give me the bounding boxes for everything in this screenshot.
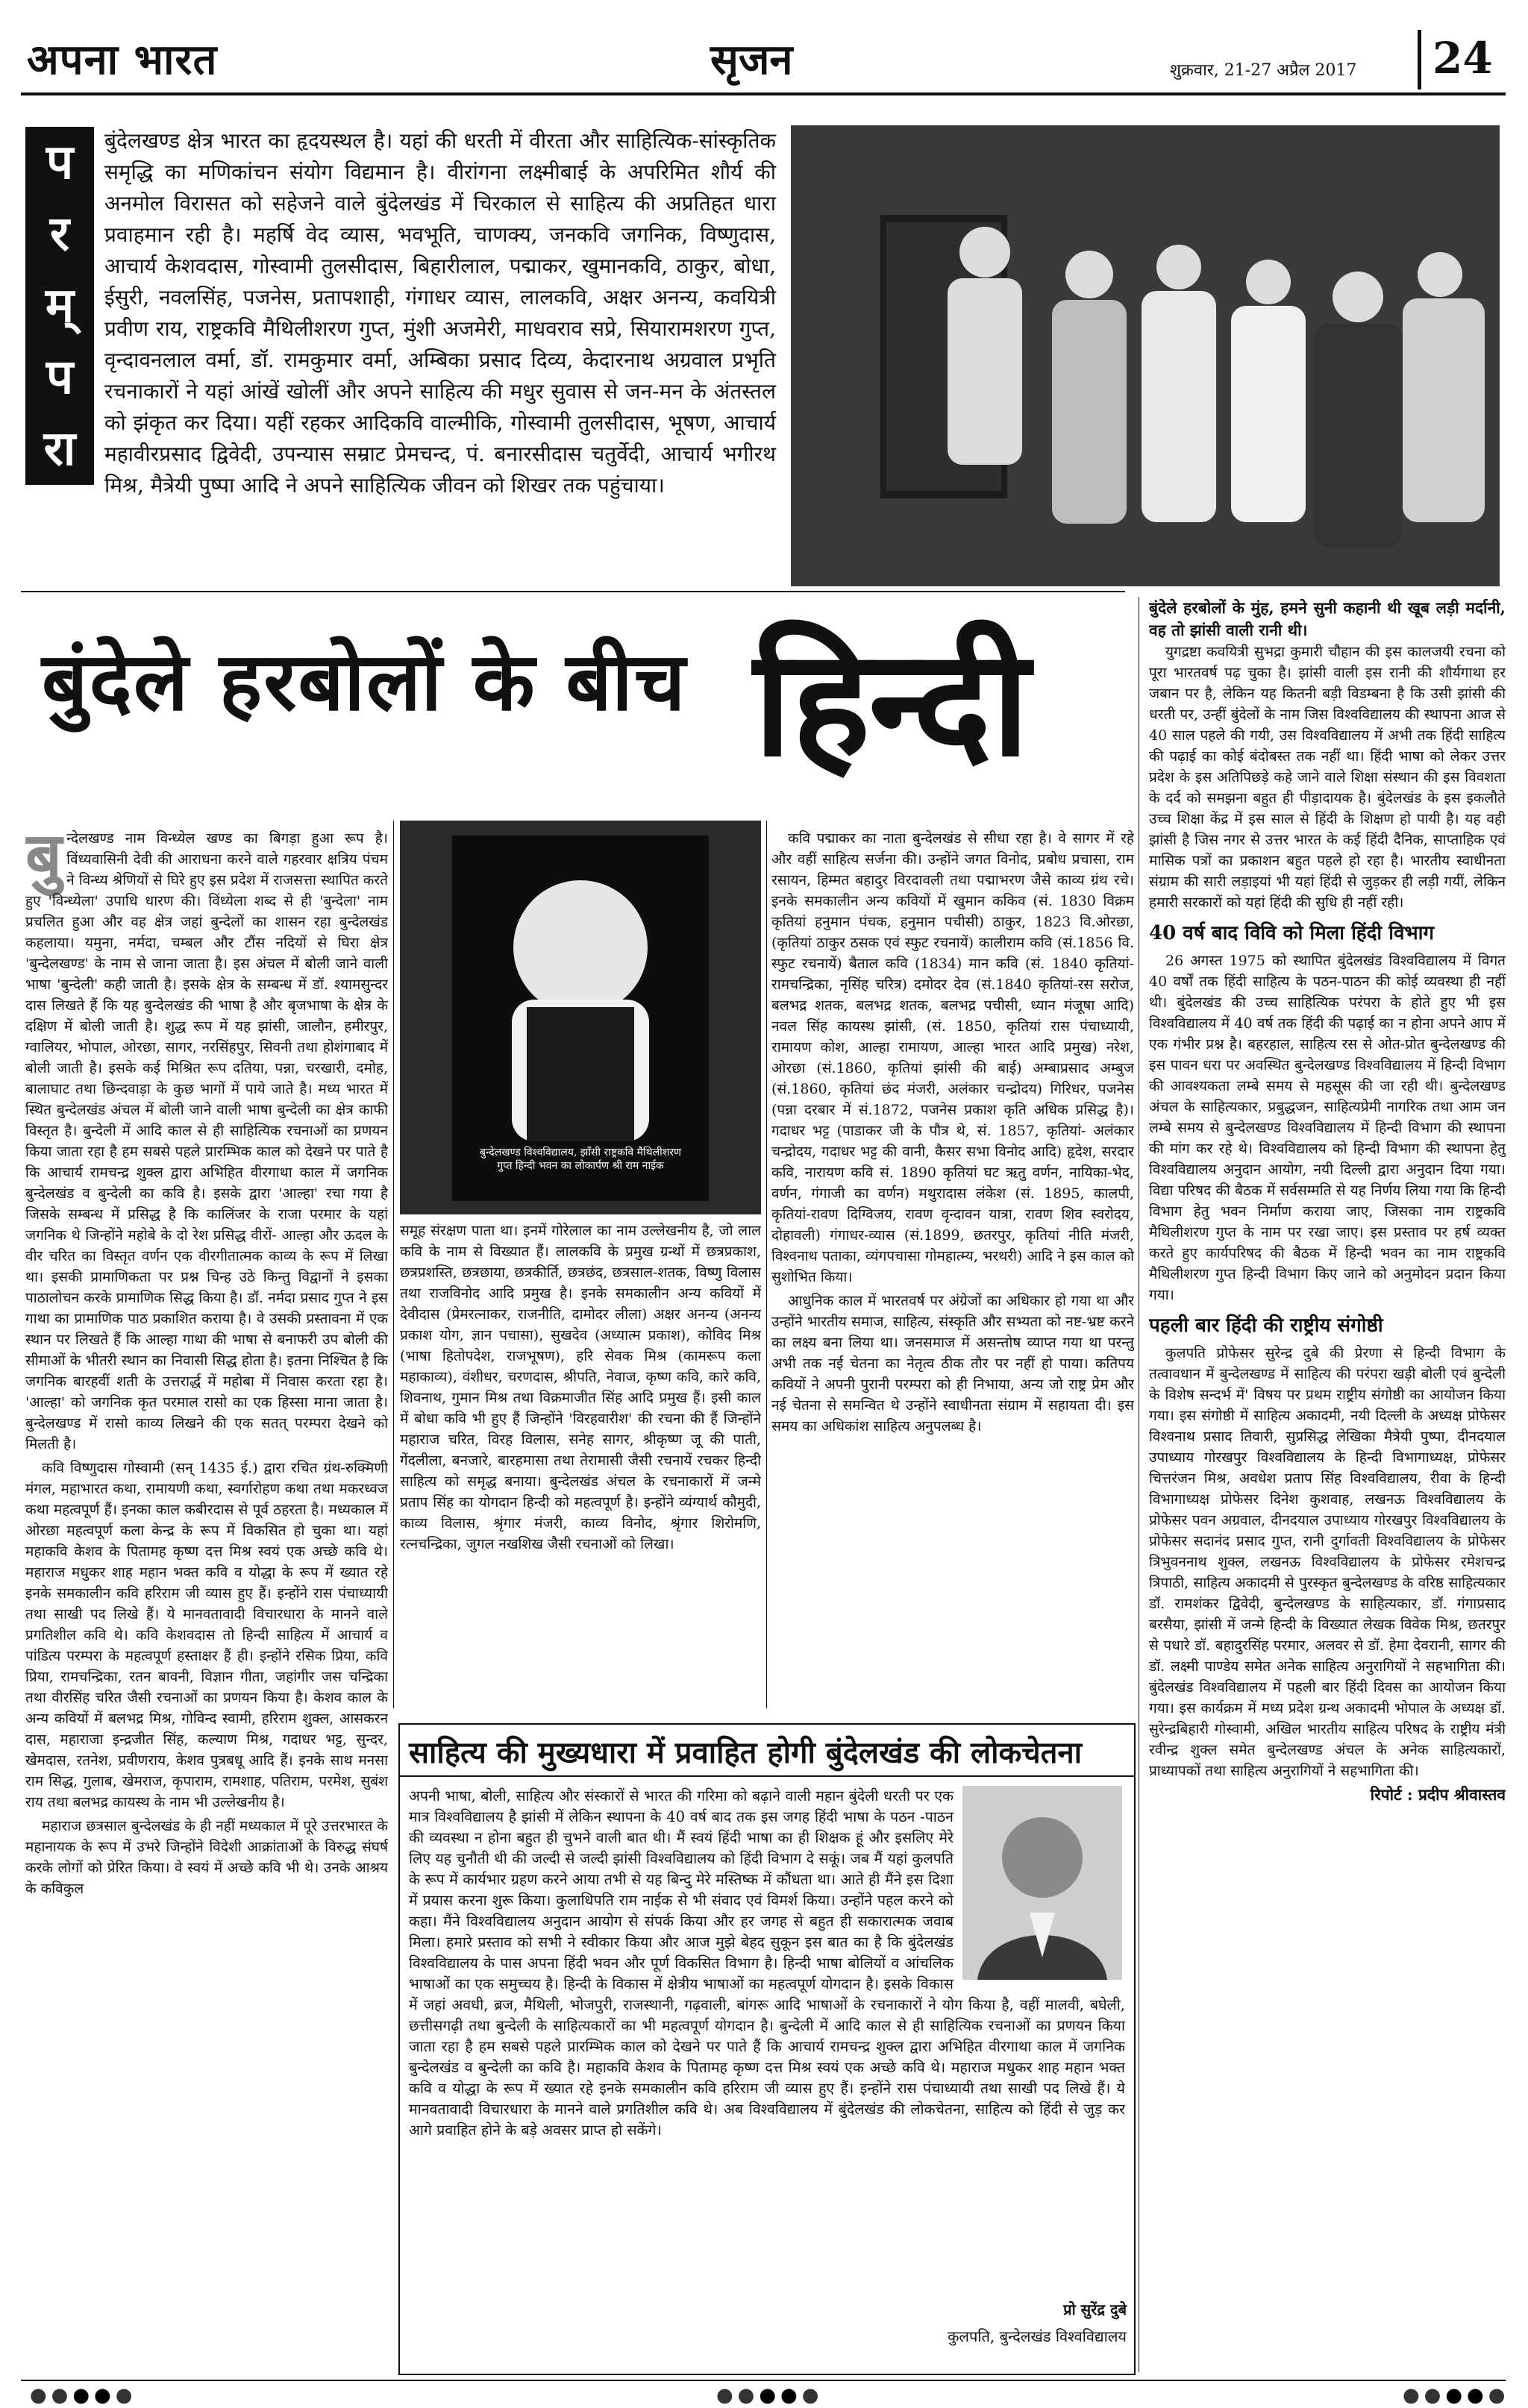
box-author-designation: कुलपति, बुन्देलखंड विश्वविद्यालय [948,2327,1127,2345]
headline-part1: बुंदेले हरबोलों के बीच [42,635,687,729]
parampara-letter: रा [43,421,76,477]
plaque-photo [400,821,761,1214]
section-title: सृजन [710,35,793,84]
box-title-rule [398,1775,1134,1777]
report-credit: रिपोर्ट : प्रदीप श्रीवास्तव [1370,1785,1506,1804]
pull-quote: बुंदेले हरबोलों के मुंह, हमने सुनी कहानी थी खूब लड़ी मर्दानी, वह तो झांसी वाली रानी थी। [1149,598,1506,639]
page-number-divider [1418,30,1421,90]
box-author: प्रो सुरेंद्र दुबे [1063,2301,1127,2318]
column-divider [766,821,767,1708]
paragraph: महाराज छत्रसाल बुन्देलखंड के ही नहीं मध्यकाल में पूरे उत्तरभारत के महानायक के रूप में उभरे जिन्होंने विदेशी आक्रांताओं के विरुद्ध संघर्ष करके लोगों को प्रेरित किया। वे स्वयं में अच्छे कवि भी थे। उनके आश्रय के कविकुल [25,1818,388,1897]
column-divider [393,821,394,1708]
box-body [409,1786,1125,2293]
footer-rule [21,2380,1506,2381]
subheading: 40 वर्ष बाद विवि को मिला हिंदी विभाग [1149,922,1435,944]
footer-dots-right: ●●●●● [1403,2384,1510,2407]
parampara-letter: र [49,206,70,262]
masthead-rule [21,93,1506,95]
parampara-letter: प [46,134,74,190]
box-text: अपनी भाषा, बोली, साहित्य और संस्कारों से भारत की गरिमा को बढ़ाने वाली महान बुंदेली धरती पर एक मात्र विश्वविद्यालय है झांसी में लेकिन स्थापना के 40 वर्ष बाद तक इस जगह हिंदी भाषा के पठन -पाठन की व्यवस्था न होना बहुत ही चुभने वाली बात थी। मैं स्वयं हिंदी भाषा का ही शिक्षक हूं और इसलिए मेरे लिए यह चुनौती थी की जल्दी से जल्दी झांसी विश्वविद्यालय को हिंदी विभाग दे सकूं। जब मैं यहां कुलपति के रूप में कार्यभार ग्रहण करने आया तभी से यह बिन्दु मेरे मस्तिष्क में कौंधता था। आते ही मैंने इस दिशा में प्रयास करना शुरू किया। कुलाधिपति राम नाईक से भी संवाद एवं विमर्श किया। उन्होंने पहल करने को कहा। मैंने विश्वविद्यालय अनुदान आयोग से संपर्क किया और हर जगह से बहुत ही सकारात्मक जवाब मिला। हमारे प्रस्ताव को सभी ने स्वीकार किया और आज मुझे बेहद सुकून इस बात का है कि बुंदेलखंड विश्वविद्यालय के पास अपना हिंदी भवन और पूर्ण विकसित विभाग है। हिन्दी भाषा बोलियों व आंचलिक भाषाओं का एक समुच्चय है। हिन्दी के विकास में क्षेत्रीय भाषाओं का महत्वपूर्ण योगदान है। इसके विकास में जहां अवधी, ब्रज, मैथिली, भोजपुरी, राजस्थानी, गढ़वाली, बांगरू आदि भाषाओं के रचनाकारों ने योग किया है, वहीं मालवी, बघेली, छत्तीसगढ़ी तथा बुन्देली के साहित्यकारों का भी महत्वपूर्ण योगदान है। बुन्देली में आदि काल से ही साहित्यिक रचनाओं का प्रणयन किया जाता रहा है हम सबसे पहले प्रारम्भिक काल को देखने पर पाते हैं कि आचार्य रामचन्द्र शुक्ल द्वारा अभिहित वीरगाथा काल में जगनिक बुन्देलखंड व बुन्देली का कवि है। महाकवि केशव के पितामह कृष्ण दत्त मिश्र स्वयं एक अच्छे कवि थे। महाराज मधुकर शाह महान भक्त कवि व योद्धा के रूप में ख्यात रहे इनके समकालीन कवि हरिराम जी व्यास हुए हैं। इन्होंने रास पंचाध्यायी तथा साखी पद लिखे हैं। ये मानवतावादी विचारधारा के मानने वाले प्रगतिशील कवि थे। अब विश्वविद्यालय में बुंदेलखंड की लोकचेतना, साहित्य को हिंदी से जुड़ कर आगे प्रवाहित होने के बड़े अवसर प्राप्त हो सकेंगे। [409,1787,1125,2139]
box-title: साहित्य की मुख्यधारा में प्रवाहित होगी बुंदेलखंड की लोकचेतना [409,1735,1083,1770]
event-photo [791,125,1500,586]
masthead-logo: अपना भारत [27,35,218,84]
article-column-4 [1149,597,1506,2380]
paragraph: 26 अगस्त 1975 को स्थापित बुंदेलखंड विश्वविद्यालय में विगत 40 वर्षों तक हिंदी साहित्य के पठन-पाठन की कोई व्यवस्था ही नहीं थी। बुंदेलखंड की उच्च साहित्यिक परंपरा के होते हुए भी इस विश्वविद्यालय में 40 वर्ष तक हिंदी की पढ़ाई का न होना अपने आप में एक गंभीर प्रश्न है। बहरहाल, साहित्य रस से ओत-प्रोत बुन्देलखण्ड की इस पावन धरा पर अवस्थित बुन्देलखण्ड विश्वविद्यालय में हिन्दी विभाग की आवश्यकता लम्बे समय से महसूस की जा रही थी। बुन्देलखण्ड अंचल के साहित्यकार, प्रबुद्धजन, साहित्यप्रेमी नागरिक तथा आम जन लम्बे समय से बुन्देलखण्ड विश्वविद्यालय में हिन्दी विभाग की स्थापना की मांग कर रहे थे। विश्वविद्यालय को हिन्दी विभाग की स्थापना हेतु विश्वविद्यालय अनुदान आयोग, नयी दिल्ली द्वारा अनुदान दिया गया। विद्या परिषद की बैठक में सर्वसम्मति से यह निर्णय लिया गया कि हिन्दी विभाग हेतु भवन निर्माण कराया जाए, जिसका नाम राष्ट्रकवि मैथिलीशरण गुप्त के नाम पर रखा जाए। इस प्रस्ताव पर हर्ष व्यक्त करते हुए कार्यपरिषद की बैठक में हिन्दी भवन का नाम राष्ट्रकवि मैथिलीशरण गुप्त हिन्दी विभाग किए जाने को अनुमोदन प्रदान किया गया। [1149,953,1506,1303]
plaque-inscription: बुन्देलखण्ड विश्वविद्यालय, झाँसी राष्ट्रकवि मैथिलीशरण गुप्त हिन्दी भवन का लोकार्पण श्री राम नाईक [479,1147,682,1172]
paragraph: कवि पद्माकर का नाता बुन्देलखंड से सीधा रहा है। वे सागर में रहे और वहीं साहित्य सर्जना की। उन्होंने जगत विनोद, प्रबोध प्रचासा, राम रसायन, हिम्मत बहादुर विरदावली तथा पद्माभरण जैसे काव्य ग्रंथ रचे। इनके समकालीन अन्य कवियों में खुमान ककिव (सं. 1830 विक्रम कृतियां हनुमान पंचक, हनुमान पचीसी) ठाकुर, 1823 वि.ओरछा, (कृतियां ठाकुर ठसक एवं स्फुट रचनायें) कालीराम कवि (सं.1856 वि. स्फुट रचनायें) बैताल कवि (1834) मान कवि (सं. 1840 कृतियां-रामचन्द्रिका, नृसिंह चरित्र) दमोदर देव (सं.1840 कृतियां-रस सरोज, बलभद्र शतक, बलभद्र शतक, बलभद्र पचीसी, ध्यान मंजूषा आदि) नवल सिंह कायस्थ झांसी, (सं. 1850, कृतियां रास पंचाध्यायी, रामायण कोश, आल्हा रामायण, आल्हा भारत आदि प्रमुख) नरेश, ओरछा (सं.1860, कृतियां झांसी की बाई) अम्बाप्रसाद अम्बुज (सं.1860, कृतियां छंद मंजरी, अलंकार चन्द्रोदय) गिरिधर, पजनेस (पन्ना दरबार में सं.1872, पजनेस प्रकाश कृति अधिक प्रसिद्ध है)। गदाधर भट्ट (पाडाकर जी के पौत्र थे, सं. 1857, कृतियां- अलंकार चन्द्रोदय, गदाधर भट्ट की वानी, कैसर सभा विनोद आदि) हृदेश, सरदार कवि, नारायण कवि सं. 1890 कृतियां घट ऋतु वर्णन, नायिका-भेद, वर्णन, गंगाजी का वर्णन) मथुरादास लंकेश (सं. 1895, कालपी, कृतियां-रावण दिग्विजय, रावण वृन्दावन यात्रा, रावण शिव स्वरोदय, दोहावली) गंगाधर-व्यास (सं.1899, छतरपुर, कृतियां नीति मंजरी, विश्वनाथ पताका, व्यंगपचासा गोमहात्म्य, भरथरी) आदि ने इस काल को सुशोभित किया। [771,830,1134,1285]
paragraph: कुलपति प्रोफेसर सुरेन्द्र दुबे की प्रेरणा से हिन्दी विभाग के तत्वावधान में बुन्देलखण्ड में साहित्य की परंपरा खड़ी बोली एवं बुन्देली के विशेष सन्दर्भ में' विषय पर प्रथम राष्ट्रीय संगोष्ठी का आयोजन किया गया। इस संगोष्ठी में साहित्य अकादमी, नयी दिल्ली के अध्यक्ष प्रोफेसर विश्वनाथ प्रसाद तिवारी, सुप्रसिद्ध लेखिका मैत्रेयी पुष्पा, दीनदयाल उपाध्याय गोरखपुर विश्वविद्यालय के हिन्दी विभागाध्यक्ष, प्रोफेसर चित्तरंजन मिश्र, अवधेश प्रताप सिंह विश्वविद्यालय, रीवा के हिन्दी विभागाध्यक्ष प्रोफेसर दिनेश कुशवाह, लखनऊ विश्वविद्यालय के प्रोफेसर पवन अग्रवाल, दीनदयाल उपाध्याय गोरखपुर विश्वविद्यालय के प्रोफेसर सदानंद प्रसाद गुप्त, रानी दुर्गावती विश्वविद्यालय के प्रोफेसर त्रिभुवननाथ शुक्ल, लखनऊ विश्वविद्यालय के प्रोफेसर रमेशचन्द्र त्रिपाठी, साहित्य अकादमी से पुरस्कृत बुन्देलखण्ड के वरिष्ठ साहित्यकार डॉ. रामशंकर द्विवेदी, बुन्देलखण्ड के साहित्यकार, डॉ. गंगाप्रसाद बरसैया, झांसी में जन्मे हिन्दी के विख्यात लेखक विवेक मिश्र, छतरपुर से पधारे डॉ. बहादुरसिंह परमार, अलवर से डॉ. हेमा देवरानी, सागर की डॉ. लक्ष्मी पाण्डेय समेत अनेक साहित्य अनुरागियों ने सहभागिता की। बुंदेलखंड विश्वविद्यालय में पहली बार हिंदी दिवस का आयोजन किया गया। इस कार्यक्रम में मध्य प्रदेश ग्रन्थ अकादमी भोपाल के अध्यक्ष डॉ. सुरेन्द्रबिहारी गोस्वामी, अखिल भारतीय साहित्य परिषद के राष्ट्रीय मंत्री रवीन्द्र शुक्ल समेत बुन्देलखण्ड अंचल के अनेक साहित्यकारों, प्राध्यापकों तथा साहित्य अनुरागियों ने सहभागिता की। [1149,1345,1506,1779]
paragraph: न्देलखण्ड नाम विन्ध्येल खण्ड का बिगड़ा हुआ रूप है। विंध्यवासिनी देवी की आराधना करने वाले गहरवार क्षत्रिय पंचम ने विन्ध्य श्रेणियों से घिरे हुए इस प्रदेश में राजसत्ता स्थापित करते हुए 'विन्ध्येला' उपाधि धारण की। विंध्येला शब्द से ही 'बुन्देला' नाम प्रचलित हुआ और वह क्षेत्र जहां बुन्देलों का शासन रहा बुन्देलखंड कहलाया। यमुना, नर्मदा, चम्बल और टौंस नदियों से घिरा क्षेत्र 'बुन्देलखण्ड' के नाम से जाना जाता है। इस अंचल में बोली जाने वाली भाषा 'बुन्देली' कही जाती है। इसके क्षेत्र के सम्बन्ध में डॉ. श्यामसुन्दर दास लिखते हैं कि यह बुन्देलखंड की भाषा है और बृजभाषा के क्षेत्र के दक्षिण में बोली जाती है। शुद्ध रूप में यह झांसी, जालौन, हमीरपुर, ग्वालियर, भोपाल, ओरछा, सागर, नरसिंहपुर, सिवनी तथा होशंगाबाद में बोली जाती है। इसके कई मिश्रित रूप दतिया, पन्ना, चरखारी, दमोह, बालाघाट तथा छिन्दवाड़ा के कुछ भागों में पाये जाते है। मध्य भारत में स्थित बुन्देलखंड अंचल में बोली जाने वाली भाषा बुन्देली का क्षेत्र काफी विस्तृत है। बुन्देली में आदि काल से ही साहित्यिक रचनाओं का प्रणयन किया जाता रहा है हम सबसे पहले प्रारम्भिक काल को देखने पर पाते है कि आचार्य रामचन्द्र शुक्ल द्वारा अभिहित वीरगाथा काल में जगनिक बुन्देलखंड व बुन्देली का कवि है। इसके द्वारा 'आल्हा' रचा गया है जिसके सम्बन्ध में प्रसिद्ध है कि कालिंजर के राजा परमार के यहां जगनिक थे जिन्होंने महोबे के दो रेश प्रसिद्ध वीरों- आल्हा और ऊदल के वीर चरित का विस्तृत वर्णन एक वीरगीतात्मक काव्य के रूप में लिखा था। इसकी प्रामाणिकता पर प्रश्न चिन्ह उठे किन्तु विद्वानों ने इसका पाठालोचन करके प्रामाणिक सिद्ध किया है। डॉ. नर्मदा प्रसाद गुप्त ने इस गाथा का प्रामाणिक पाठ प्रकाशित कराया है। वे उसकी प्रस्तावना में एक स्थान पर लिखते हैं कि आल्हा गाथा की भाषा से बनाफरी उप बोली की सीमाओं के भीतरी स्थान का निवासी सिद्ध होता है। इतना निश्चित है कि जगनिक बारहवीं शती के उत्तरार्द्ध में महोबा में निवास करता रहा है। 'आल्हा' को जगनिक कृत परमाल रासो का एक हिस्सा माना जाता है। बुन्देलखण्ड में रासो काव्य लिखने की एक सतत् परम्परा देखने को मिलती है। [25,830,388,1452]
parampara-text: बुंदेलखण्ड क्षेत्र भारत का हृदयस्थल है। यहां की धरती में वीरता और साहित्यिक-सांस्कृतिक समृद्धि का मणिकांचन संयोग विद्यमान है। वीरांगना लक्ष्मीबाई के अपरिमित शौर्य की अनमोल विरासत को सहेजने वाले बुंदेलखंड में चिरकाल से साहित्य की अप्रतिहत धारा प्रवाहमान रही है। महर्षि वेद व्यास, भवभूति, चाणक्य, जनकवि जगनिक, विष्णुदास, आचार्य केशवदास, गोस्वामी तुलसीदास, बिहारीलाल, पद्माकर, खुमानकवि, ठाकुर, बोधा, ईसुरी, नवलसिंह, पजनेस, प्रतापशाही, गंगाधर व्यास, लालकवि, अक्षर अनन्य, कवयित्री प्रवीण राय, राष्ट्रकवि मैथिलीशरण गुप्त, मुंशी अजमेरी, माधवराव सप्रे, सियारामशरण गुप्त, वृन्दावनलाल वर्मा, डॉ. रामकुमार वर्मा, अम्बिका प्रसाद दिव्य, केदारनाथ अग्रवाल प्रभृति रचनाकारों ने यहां आंखें खोलीं और अपने साहित्य की मधुर सुवास से जन-मन के अंतस्तल को झंकृत कर दिया। यहीं रहकर आदिकवि वाल्मीकि, गोस्वामी तुलसीदास, भूषण, आचार्य महावीरप्रसाद द्विवेदी, उपन्यास सम्राट प्रेमचन्द, पं. बनारसीदास चतुर्वेदी, आचार्य भगीरथ मिश्र, मैत्रेयी पुष्पा आदि ने अपने साहित्यिक जीवन को शिखर तक पहुंचाया। [104,128,776,498]
headline-part2: हिन्दी [754,615,1029,789]
people-silhouette-icon [791,125,1500,586]
page-number: 24 [1432,33,1493,84]
paragraph: समूह संरक्षण पाता था। इनमें गोरेलाल का नाम उल्लेखनीय है, जो लाल कवि के नाम से विख्यात हैं। लालकवि के प्रमुख ग्रन्थों में छत्रप्रकाश, छत्रप्रशस्ति, छत्रछाया, छत्रकीर्ति, छत्रछंद, छत्रसाल-शतक, विष्णु विलास तथा राजविनोद आदि प्रमुख है। इनके समकालीन अन्य कवियों में देवीदास (प्रेमरत्नाकर, राजनीति, दामोदर लीला) अक्षर अनन्य (अनन्य प्रकाश योग, ज्ञान पचासा), सुखदेव (अध्यात्म प्रकाश), कोविद मिश्र (भाषा हितोपदेश, राजभूषण), हरि सेवक मिश्र (कामरूप कला महाकाव्य), वंशीधर, चरणदास, श्रीपति, नेवाज, कृष्ण कवि, कारे कवि, शिवनाथ, गुमान मिश्र तथा विक्रमाजीत सिंह आदि प्रमुख हैं। इसी काल में बोधा कवि भी हुए हैं जिन्होंने 'विरहवारीश' की रचना की हैं जिन्होंने महाराज चरित, विरह विलास, सनेह सागर, श्रीकृष्ण जू की पाती, गेंदलीला, बनजारे, बारहमासा तथा तेरामासी जैसी रचनायें रचकर हिन्दी साहित्य को समृद्ध बनाया। बुन्देलखंड अंचल के रचनाकारों में जन्मे प्रताप सिंह का योगदान हिन्दी को महत्वपूर्ण है। इन्होंने व्यंग्यार्थ कौमुदी, काव्य विलास, श्रृंगार मंजरी, काव्य विनोद, श्रृंगार शिरोमणि, रत्नचन्द्रिका, जुगल नखशिख जैसी रचनाओं को लिखा। [400,1223,761,1552]
paragraph: युगद्रष्टा कवयित्री सुभद्रा कुमारी चौहान की इस कालजयी रचना को पूरा भारतवर्ष पढ़ चुका है। झांसी वाली इस रानी की शौर्यगाथा हर जबान पर है, लेकिन यह कितनी बड़ी विडम्बना है कि उसी झांसी की धरती पर, उन्हीं बुंदेलों के नाम जिस विश्वविद्यालय की स्थापना आज से 40 साल पहले की गयी, उस विश्वविद्यालय में अभी तक हिंदी साहित्य की पढ़ाई का कोई बंदोबस्त तक नहीं था। हिंदी भाषा को लेकर उत्तर प्रदेश के इस अतिपिछड़े कहे जाने वाले शिक्षा संस्थान की इस विवशता के दर्द को समझना बहुत ही पीड़ादायक है। बुंदेलखंड के इस इकलौते उच्च शिक्षा केंद्र में इस साल से हिंदी के शिक्षण हो पायी है। यह वही झांसी है जिस नगर से उत्तर भारत के कई हिंदी दैनिक, साप्ताहिक एवं मासिक पत्रों का प्रकाशन बहुत पहले हो रहा है। भारतीय स्वाधीनता संग्राम की सारी लड़ाइयां भी यहां हिंदी से जुड़कर ही लड़ी गयीं, लेकिन हमारी सरकारों को यहां हिंदी की सुधि ही नहीं रही। [1149,644,1506,911]
drop-cap: बु [25,828,63,894]
issue-date: शुक्रवार, 21-27 अप्रैल 2017 [1170,61,1357,80]
footer-dots-left: ●●●●● [30,2384,137,2407]
headline-rule [21,591,1125,592]
article-column-1 [25,828,388,2380]
parampara-label [25,127,94,485]
article-column-2 [400,1220,761,1713]
parampara-letter: म् [45,278,75,333]
paragraph: आधुनिक काल में भारतवर्ष पर अंग्रेजों का अधिकार हो गया था और उन्होंने भारतीय समाज, साहित्य, संस्कृति और सभ्यता को नष्ट-भ्रष्ट करने का लक्ष्य बना लिया था। जनसमाज में असन्तोष व्याप्त गया था परन्तु अभी तक नई चेतना का नेतृत्व ठीक तौर पर नहीं हो पाया। कतिपय कवियों ने अपनी पुरानी परम्परा को ही निभाया, अन्य जो राष्ट्र प्रेम और नई चेतना से समन्वित थे उन्होंने स्वाधीनता संग्राम में सहायता दी। इस समय का अधिकांश साहित्य अनुपलब्ध है। [771,1293,1134,1435]
subheading: पहली बार हिंदी की राष्ट्रीय संगोष्ठी [1149,1314,1383,1337]
parampara-letter: प [46,349,74,405]
paragraph: कवि विष्णुदास गोस्वामी (सन् 1435 ई.) द्वारा रचित ग्रंथ-रुक्मिणी मंगल, महाभारत कथा, रामायणी कथा, स्वर्गारोहण कथा तथा मकरध्वज कथा महत्वपूर्ण हैं। इनका काल कबीरदास से पूर्व ठहरता है। मध्यकाल में ओरछा महत्वपूर्ण कला केन्द्र के रूप में विकसित हो चुका था। यहां महाकवि केशव के पितामह कृष्ण दत्त मिश्र स्वयं एक अच्छे कवि थे। महाराज मधुकर शाह महान भक्त कवि व योद्धा के रूप में ख्यात रहे इनके समकालीन कवि हरिराम जी व्यास हुए हैं। इन्होंने रास पंचाध्यायी तथा साखी पद लिखे हैं। ये मानवतावादी विचारधारा के मानने वाले प्रगतिशील कवि थे। कवि केशवदास तो हिन्दी साहित्य में आचार्य व पांडित्य परम्परा के महत्वपूर्ण हस्ताक्षर हैं ही। इन्होंने रसिक प्रिया, कवि प्रिया, रामचन्द्रिका, रतन बावनी, विज्ञान गीता, जहांगीर जस चन्द्रिका तथा वीरसिंह चरित जैसी रचनाओं का प्रणयन किया है। केशव काल के अन्य कवियों में बलभद्र मिश्र, गोविन्द स्वामी, हरिराम शुक्ल, आसकरन दास, महाराजा इन्द्रजीत सिंह, कल्याण मिश्र, गदाधर भट्ट, सुन्दर, खेमदास, रतनेश, प्रवीणराय, केशव पुत्रबधू आदि हैं। इनके साथ मनसा राम सिद्ध, गुलाब, खेमराज, कृपाराम, रामशाह, पतिराम, परमेश, सुबंश राय तथा बलभद्र कायस्थ के नाम भी उल्लेखनीय है। [25,1460,388,1810]
footer-dots-center: ●●●●● [716,2384,824,2407]
article-column-3 [771,828,1134,1716]
